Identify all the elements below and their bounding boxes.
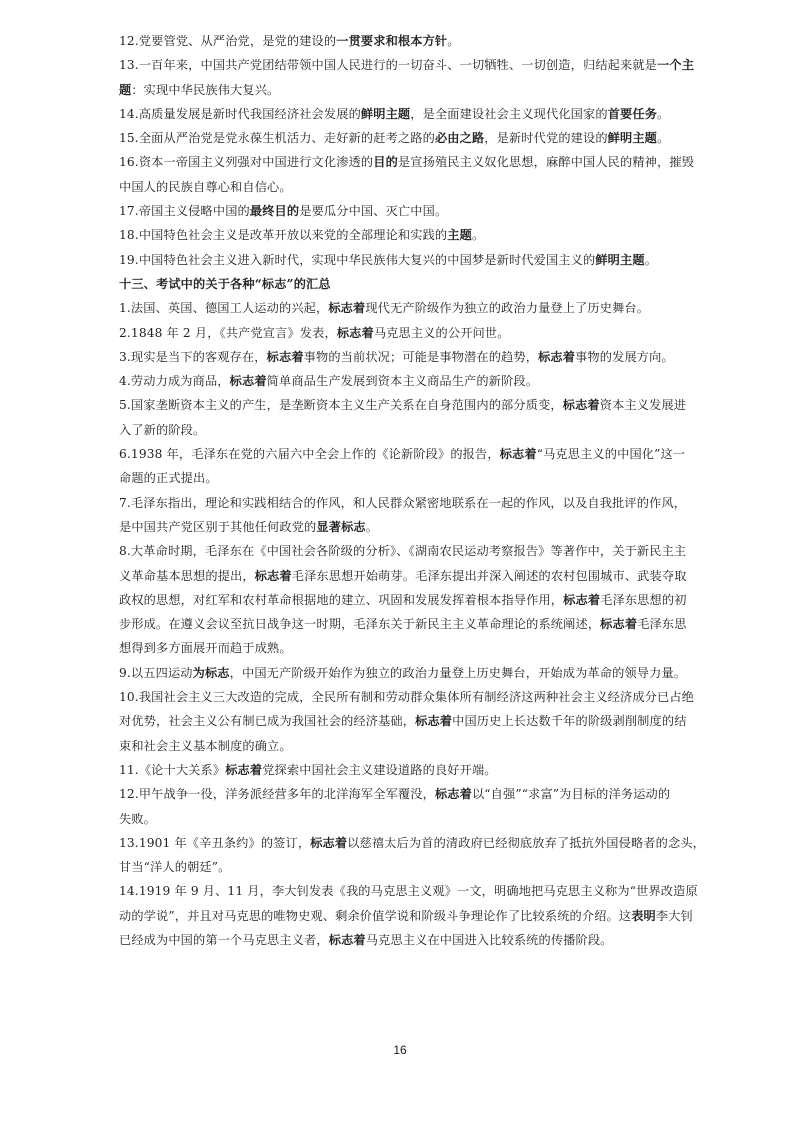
text-segment: 马克思主义的公开问世。: [373, 325, 510, 340]
text-segment: 2.1848 年 2 月，《共产党宣言》发表，: [119, 325, 337, 340]
text-segment: ，是新时代党的建设的: [484, 131, 608, 146]
text-line: [119, 199, 684, 223]
text-line: [119, 734, 684, 758]
text-segment: 现代无产阶级作为独立的政治力量登上了历史舞台。: [365, 301, 650, 316]
text-line: [119, 758, 684, 782]
bold-text: 鲜明主题: [607, 131, 658, 146]
bold-text: 标志着: [229, 374, 267, 389]
text-line: [119, 369, 684, 393]
text-segment: 17.帝国主义侵略中国的: [119, 204, 250, 219]
text-segment: 1.法国、英国、德国工人运动的兴起，: [119, 301, 329, 316]
text-segment: 失败。: [119, 811, 157, 826]
text-segment: 14.高质量发展是新时代我国经济社会发展的: [119, 106, 361, 121]
bold-text: 标志着: [434, 787, 472, 802]
text-segment: 党探索中国社会主义建设道路的良好开端。: [262, 762, 497, 777]
text-segment: 义革命基本思想的提出，: [119, 568, 255, 583]
text-segment: 。: [657, 131, 670, 146]
bold-text: 标志着: [499, 447, 537, 462]
page-number: 16: [393, 1043, 407, 1057]
text-segment: 4.劳动力成为商品，: [119, 374, 230, 389]
text-segment: 19.中国特色社会主义进入新时代，实现中华民族伟大复兴的中国梦是新时代爱国主义的: [119, 252, 596, 267]
text-segment: 8.大革命时期，毛泽东在《中国社会各阶级的分析》、《湖南农民运动考察报告》等著作中，关于新民主主: [119, 544, 687, 559]
text-line: [119, 296, 684, 320]
text-line: [119, 782, 684, 806]
text-line: [119, 564, 687, 588]
text-line: [119, 29, 684, 53]
text-line: [119, 345, 684, 369]
text-line: [119, 223, 684, 247]
bold-text: 显著标志: [316, 519, 366, 534]
text-segment: 16.资本一帝国主义列强对中国进行文化渗透的: [119, 155, 374, 170]
text-segment: 毛泽东思: [637, 617, 687, 632]
text-segment: 事物的发展方向。: [575, 349, 674, 364]
text-line: [119, 248, 684, 272]
text-line: [119, 661, 687, 685]
bold-text: 标志着: [310, 835, 348, 850]
text-segment: 是宣扬殖民主义奴化思想，麻醉中国人民的精神，摧毁: [397, 155, 695, 170]
text-segment: “马克思主义的中国化”这一: [536, 447, 686, 462]
text-segment: 中国人的民族自尊心和自信心。: [119, 179, 292, 194]
text-line: [119, 78, 684, 102]
bold-text: 标志着: [415, 714, 453, 729]
bold-text: 标志着: [538, 349, 576, 364]
text-segment: 14.1919 年 9 月、11 月，李大钊发表《我的马克思主义观》一文，明确地把马克思主义称为“世界改造原: [119, 884, 698, 899]
bold-text: 十三、考试中的关于各种“标志”的汇总: [119, 276, 331, 291]
text-line: [119, 539, 687, 563]
bold-text: 标志着: [600, 617, 638, 632]
text-segment: ，是全面建设社会主义现代化国家的: [410, 106, 608, 121]
text-line: [119, 321, 684, 345]
text-line: [119, 855, 684, 879]
bold-text: 标志着: [225, 762, 263, 777]
bold-text: 主题: [447, 228, 472, 243]
text-segment: 命题的正式提出。: [119, 471, 218, 486]
text-segment: 毛泽东思想的初: [600, 592, 687, 607]
text-segment: 甘当“洋人的朝廷”。: [119, 860, 231, 875]
text-segment: ，中国无产阶级开始作为独立的政治力量登上历史舞台，开始成为革命的领导力量。: [229, 665, 687, 680]
text-segment: 已经成为中国的第一个马克思主义者，: [119, 932, 329, 947]
text-line: [119, 491, 687, 515]
text-line: [119, 807, 684, 831]
bold-text: 标志着: [254, 568, 292, 583]
text-segment: 13.1901 年《辛丑条约》的签订，: [119, 835, 311, 850]
text-line: [119, 831, 705, 855]
text-segment: 以慈禧太后为首的清政府已经彻底放弃了抵抗外国侵略者的念头，: [347, 835, 705, 850]
text-segment: 想得到多方面展开而趋于成熟。: [119, 641, 292, 656]
text-line: [119, 442, 684, 466]
text-segment: 动的学说”，并且对马克思的唯物史观、剩余价值学说和阶级斗争理论作了比较系统的介绍。这: [119, 908, 632, 923]
text-segment: 。: [657, 106, 670, 121]
text-line: [119, 418, 684, 442]
text-line: [119, 928, 684, 952]
text-line: [119, 466, 684, 490]
text-segment: 事物的当前状况；可能是事物潜在的趋势，: [303, 349, 539, 364]
text-segment: 政权的思想，对红军和农村革命根据地的建立、巩固和发展发挥着根本指导作用，: [119, 592, 564, 607]
text-segment: 18.中国特色社会主义是改革开放以来党的全部理论和实践的: [119, 228, 448, 243]
text-segment: 15.全面从严治党是党永葆生机活力、走好新的赶考之路的: [119, 131, 435, 146]
bold-text: 标志着: [336, 325, 374, 340]
text-segment: 资本主义发展进: [599, 398, 687, 413]
text-segment: 对优势，社会主义公有制已成为我国社会的经济基础，: [119, 714, 416, 729]
text-segment: 步形成。在遵义会议至抗日战争这一时期，毛泽东关于新民主主义革命理论的系统阐述，: [119, 617, 601, 632]
bold-text: 标志着: [563, 592, 601, 607]
text-line: [119, 393, 687, 417]
text-line: [119, 685, 695, 709]
text-segment: 。: [644, 252, 658, 267]
text-segment: 束和社会主义基本制度的确立。: [119, 738, 292, 753]
text-line: [119, 272, 684, 296]
text-line: [119, 102, 684, 126]
text-segment: 。: [471, 228, 485, 243]
text-line: [119, 612, 687, 636]
text-line: [119, 636, 684, 660]
bold-text: 标志着: [562, 398, 600, 413]
bold-text: 最终目的: [249, 204, 300, 219]
text-line: [119, 879, 698, 903]
text-segment: 12.党要管党、从严治党，是党的建设的: [119, 34, 337, 48]
text-segment: 3.现实是当下的客观存在，: [119, 349, 267, 364]
text-segment: 马克思主义在中国进入比较系统的传播阶段。: [365, 932, 613, 947]
text-line: [119, 709, 687, 733]
bold-text: 鲜明主题: [595, 252, 645, 267]
text-line: [119, 126, 684, 150]
text-segment: 5.国家垄断资本主义的产生，是垄断资本主义生产关系在自身范围内的部分质变，: [119, 398, 563, 413]
bold-text: 一贯要求和根本方针: [336, 34, 448, 48]
text-segment: 是中国共产党区别于其他任何政党的: [119, 519, 317, 534]
bold-text: 标志着: [266, 349, 304, 364]
text-segment: 6.1938 年，毛泽东在党的六届六中全会上作的《论新阶段》的报告，: [119, 447, 500, 462]
text-segment: 。: [365, 519, 379, 534]
text-segment: 10.我国社会主义三大改造的完成，全民所有制和劳动群众集体所有制经济这两种社会主义经济成分已占绝: [119, 690, 695, 705]
bold-text: 必由之路: [434, 131, 485, 146]
bold-text: 标志着: [328, 932, 366, 947]
text-segment: 是要瓜分中国、灭亡中国。: [299, 204, 448, 219]
bold-text: 题: [119, 82, 132, 97]
text-segment: 9.以五四运动: [119, 665, 193, 680]
bold-text: 目的: [373, 155, 398, 170]
bold-text: 一个主: [657, 58, 695, 73]
document-body: [119, 29, 705, 952]
text-segment: 13.一百年来，中国共产党团结带领中国人民进行的一切奋斗、一切牺牲、一切创造，归结起来就是: [119, 58, 658, 73]
text-line: [119, 175, 684, 199]
bold-text: 鲜明主题: [360, 106, 411, 121]
text-segment: 简单商品生产发展到资本主义商品生产的新阶段。: [266, 374, 539, 389]
text-line: [119, 150, 695, 174]
text-segment: 毛泽东思想开始萌芽。毛泽东提出并深入阐述的农村包围城市、武装夺取: [291, 568, 687, 583]
text-line: [119, 53, 695, 77]
text-segment: 11.《论十大关系》: [119, 762, 226, 777]
text-segment: 入了新的阶段。: [119, 422, 206, 437]
bold-text: 标志着: [328, 301, 366, 316]
text-segment: 12.甲午战争一役，洋务派经营多年的北洋海军全军覆没，: [119, 787, 435, 802]
text-segment: 以“自强”“求富”为目标的洋务运动的: [471, 787, 671, 802]
text-line: [119, 515, 684, 539]
text-segment: 。: [447, 34, 460, 48]
text-segment: 李大钊: [655, 908, 693, 923]
bold-text: 首要任务: [607, 106, 658, 121]
text-segment: ：实现中华民族伟大复兴。: [131, 82, 280, 97]
bold-text: 为标志: [192, 665, 230, 680]
text-segment: 7.毛泽东指出，理论和实践相结合的作风，和人民群众紧密地联系在一起的作风，以及自我批评的作风，: [119, 495, 687, 510]
text-segment: 中国历史上长达数千年的阶级剥削制度的结: [452, 714, 687, 729]
text-line: [119, 588, 687, 612]
bold-text: 表明: [631, 908, 656, 923]
text-line: [119, 904, 693, 928]
